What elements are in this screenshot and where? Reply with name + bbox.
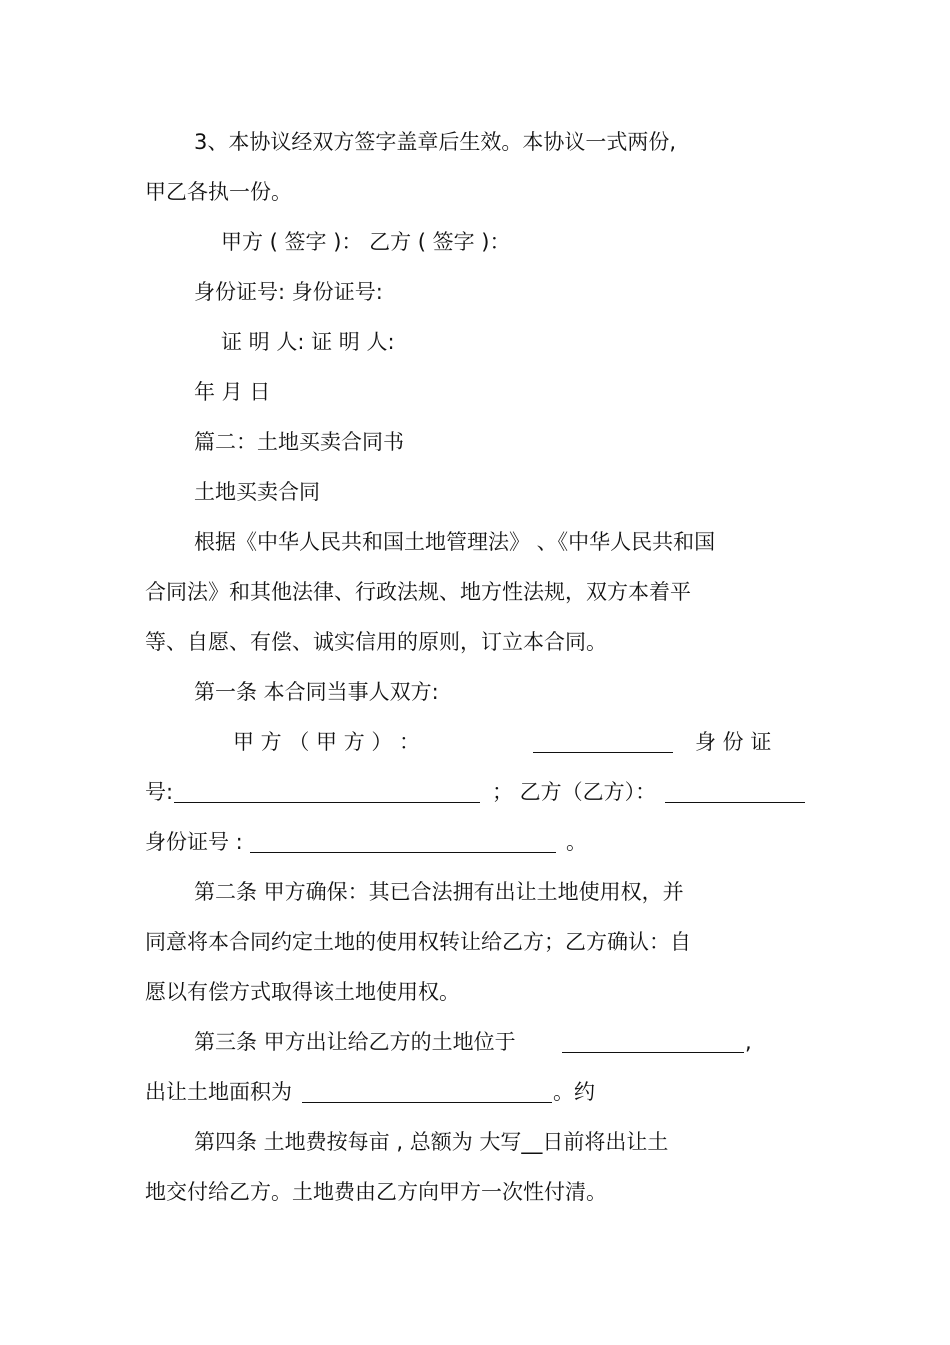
party-b-id-label: 身份证号 :	[145, 830, 243, 854]
land-location-blank	[562, 1027, 744, 1057]
text-line-11: 等、自愿、有偿、诚实信用的原则，订立本合同。	[145, 630, 607, 654]
text-line-18: 愿以有偿方式取得该土地使用权。	[145, 980, 460, 1004]
id-label-split: 身 份 证	[695, 730, 772, 754]
party-b-id-blank	[250, 827, 556, 857]
party-b-blank	[665, 777, 805, 807]
article-3: 第三条 甲方出让给乙方的土地位于	[194, 1030, 516, 1054]
party-b-label: ； 乙方（乙方）：	[492, 780, 657, 804]
period-mark: 。	[566, 830, 587, 854]
signature-line: 甲方 ( 签字 )： 乙方 ( 签字 )：	[221, 230, 511, 254]
land-area-label: 出让土地面积为	[145, 1080, 292, 1104]
land-area-suffix: 。约	[553, 1080, 595, 1104]
contract-title: 土地买卖合同	[194, 480, 320, 504]
witness-line: 证 明 人: 证 明 人:	[221, 330, 395, 354]
text-line-1: 3、本协议经双方签字盖章后生效。本协议一式两份,	[194, 130, 677, 154]
text-line-17: 同意将本合同约定土地的使用权转让给乙方；乙方确认：自	[145, 930, 691, 954]
land-area-blank	[302, 1077, 552, 1107]
party-a-id-blank	[174, 777, 480, 807]
article-4: 第四条 土地费按每亩 , 总额为 大写__日前将出让土	[194, 1130, 669, 1154]
id-number-line: 身份证号: 身份证号:	[194, 280, 383, 304]
party-a-blank	[533, 727, 673, 757]
article-2: 第二条 甲方确保：其已合法拥有出让土地使用权，并	[194, 880, 684, 904]
date-line: 年 月 日	[194, 380, 271, 404]
article-1: 第一条 本合同当事人双方:	[194, 680, 439, 704]
text-line-10: 合同法》和其他法律、行政法规、地方性法规，双方本着平	[145, 580, 691, 604]
comma-mark: ,	[745, 1030, 752, 1054]
party-a-label: 甲 方 （ 甲 方 ） ：	[233, 730, 421, 754]
text-line-2: 甲乙各执一份。	[145, 180, 292, 204]
id-prefix: 号:	[145, 780, 174, 804]
text-line-22: 地交付给乙方。土地费由乙方向甲方一次性付清。	[145, 1180, 607, 1204]
text-line-9: 根据《中华人民共和国土地管理法》 、《中华人民共和国	[194, 530, 716, 554]
section-heading: 篇二：土地买卖合同书	[194, 430, 404, 454]
